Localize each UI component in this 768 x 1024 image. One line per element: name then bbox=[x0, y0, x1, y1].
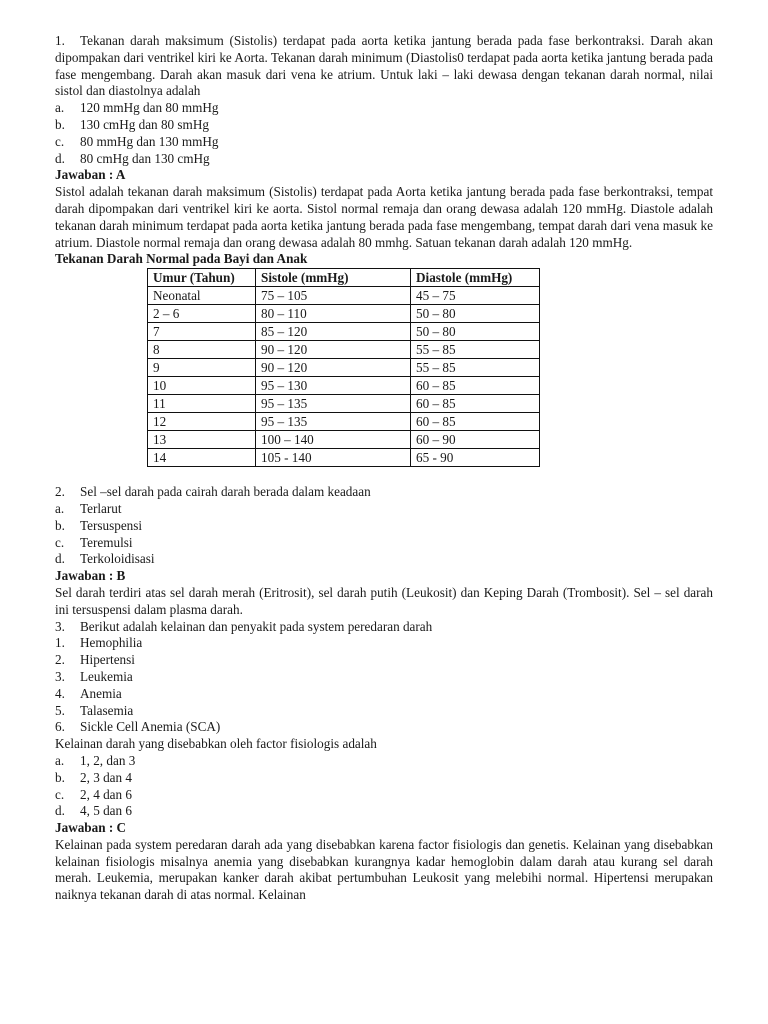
table-row: 11 95 – 135 60 – 85 bbox=[148, 395, 540, 413]
table-row: 14 105 - 140 65 - 90 bbox=[148, 449, 540, 467]
option-d: d. 80 cmHg dan 130 cmHg bbox=[55, 150, 210, 166]
option-a: a. 120 mmHg dan 80 mmHg bbox=[55, 100, 219, 116]
disease-list bbox=[55, 635, 713, 736]
list-item: 6. Sickle Cell Anemia (SCA) bbox=[55, 719, 221, 735]
option-c: c. 80 mmHg dan 130 mmHg bbox=[55, 133, 219, 149]
option-b: b. Tersuspensi bbox=[55, 517, 143, 533]
question-text: Sel –sel darah pada cairah darah berada dalam keadaan bbox=[80, 484, 371, 500]
list-item: 5. Talasemia bbox=[55, 702, 134, 718]
question-number: 3. bbox=[55, 618, 65, 634]
header-age: Umur (Tahun) bbox=[148, 269, 256, 287]
explanation: Kelainan pada system peredaran darah ada yang disebabkan karena factor fisiologis dan genetis. Kelainan yang disebabkan kelainan fisiologis misalnya anemia yang disebabkan kurangnya kadar hemoglobin dalam darah atau kurang sel darah merah. Leukemia, merupakan kanker darah akibat pertumbuhan Leukosit yang melebihi normal. Hipertensi merupakan naiknya tekanan darah di atas normal. Kelainan bbox=[55, 836, 713, 903]
question-prompt: Kelainan darah yang disebabkan oleh factor fisiologis adalah bbox=[55, 736, 377, 752]
question-number: 2. bbox=[55, 484, 65, 500]
option-d: d. 4, 5 dan 6 bbox=[55, 803, 133, 819]
answer-label: Jawaban : B bbox=[55, 568, 126, 584]
table-title: Tekanan Darah Normal pada Bayi dan Anak bbox=[55, 251, 308, 267]
list-item: 1. Hemophilia bbox=[55, 635, 143, 651]
table-row: Neonatal 75 – 105 45 – 75 bbox=[148, 287, 540, 305]
table-row: 7 85 – 120 50 – 80 bbox=[148, 323, 540, 341]
option-c: c. 2, 4 dan 6 bbox=[55, 786, 133, 802]
list-item: 3. Leukemia bbox=[55, 668, 133, 684]
table-row: 10 95 – 130 60 – 85 bbox=[148, 377, 540, 395]
question-3 bbox=[55, 619, 713, 636]
table-row: 2 – 6 80 – 110 50 – 80 bbox=[148, 305, 540, 323]
q1-options bbox=[55, 100, 713, 167]
explanation: Sistol adalah tekanan darah maksimum (Sistolis) terdapat pada Aorta ketika jantung berada pada fase berkontraksi, tempat darah dipompakan dari ventrikel kiri ke aorta. Sistol normal remaja dan orang dewasa adalah 120 mmHg. Diastole adalah tekanan darah minimum terdapat pada aorta ketika jantung berada pada fase mengembang, tempat darah dari vena masuk ke atrium. Diastole normal remaja dan orang dewasa adalah 80 mmhg. Satuan tekanan darah adalah 120 mmHg. bbox=[55, 184, 713, 250]
q3-options bbox=[55, 753, 713, 820]
question-text: Berikut adalah kelainan dan penyakit pada system peredaran darah bbox=[80, 618, 433, 634]
table-row: 12 95 – 135 60 – 85 bbox=[148, 413, 540, 431]
question-text: Tekanan darah maksimum (Sistolis) terdapat pada aorta ketika jantung berada pada fase berkontraksi. Darah akan dipompakan dari ventrikel kiri ke Aorta. Tekanan darah minimum (Diastolis0 terdapat pada aorta ketika jantung berada pada fase mengembang. Darah akan masuk dari vena ke atrium. Untuk laki – laki dewasa dengan tekanan darah normal, nilai sistol dan diastolnya adalah bbox=[55, 33, 713, 99]
answer-label: Jawaban : C bbox=[55, 820, 127, 836]
question-2 bbox=[55, 484, 713, 501]
option-d: d. Terkoloidisasi bbox=[55, 551, 155, 567]
answer-label: Jawaban : A bbox=[55, 167, 126, 183]
header-systole: Sistole (mmHg) bbox=[256, 269, 411, 287]
table-row: 9 90 – 120 55 – 85 bbox=[148, 359, 540, 377]
option-b: b. 130 cmHg dan 80 smHg bbox=[55, 116, 209, 132]
blood-pressure-table bbox=[147, 268, 540, 467]
explanation: Sel darah terdiri atas sel darah merah (Eritrosit), sel darah putih (Leukosit) dan Keping Darah (Trombosit). Sel – sel darah ini tersuspensi dalam plasma darah. bbox=[55, 584, 713, 617]
table-header-row bbox=[148, 269, 540, 287]
list-item: 2. Hipertensi bbox=[55, 652, 135, 668]
option-a: a. Terlarut bbox=[55, 500, 122, 516]
table-row: 13 100 – 140 60 – 90 bbox=[148, 431, 540, 449]
header-diastole: Diastole (mmHg) bbox=[411, 269, 540, 287]
table-row: 8 90 – 120 55 – 85 bbox=[148, 341, 540, 359]
question-1 bbox=[55, 33, 713, 100]
q2-options bbox=[55, 501, 713, 568]
option-c: c. Teremulsi bbox=[55, 534, 133, 550]
question-number: 1. bbox=[55, 33, 65, 48]
option-b: b. 2, 3 dan 4 bbox=[55, 769, 133, 785]
list-item: 4. Anemia bbox=[55, 685, 122, 701]
option-a: a. 1, 2, dan 3 bbox=[55, 752, 136, 768]
